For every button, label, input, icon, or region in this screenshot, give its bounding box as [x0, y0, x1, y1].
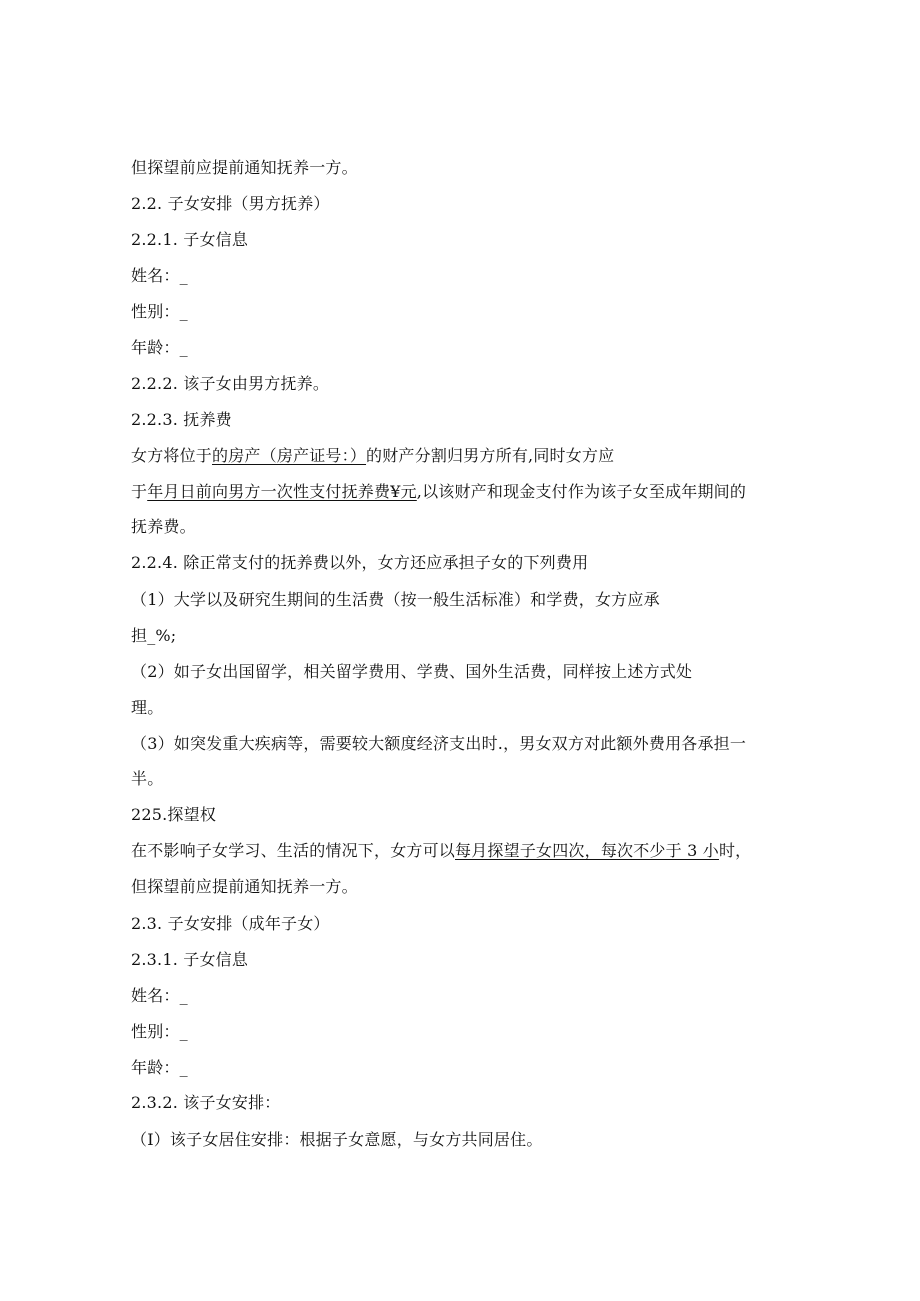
text-line [131, 482, 746, 502]
section-heading: 2.2.2. 该子女由男方抚养。 [131, 374, 330, 393]
section-heading: 2.3.1. 子女信息 [131, 950, 249, 969]
field-age: 年龄：_ [131, 1058, 188, 1077]
list-item: （2）如子女出国留学，相关留学费用、学费、国外生活费，同样按上述方式处 [131, 662, 693, 681]
text-segment: ,以该财产和现金支付作为该子女至成年期间的 [416, 482, 747, 501]
section-heading: 2.2. 子女安排（男方抚养） [131, 194, 330, 213]
section-heading: 225.探望权 [131, 805, 217, 824]
section-heading: 2.2.1. 子女信息 [131, 230, 249, 249]
field-age: 年龄：_ [131, 338, 188, 357]
text-line: 抚养费。 [131, 517, 196, 536]
text-segment: 时， [718, 841, 752, 860]
underlined-blank: 的房产（房产证号：） [212, 446, 367, 465]
section-heading: 2.3.2. 该子女安排： [131, 1093, 281, 1112]
field-gender: 性别：_ [131, 1022, 188, 1041]
list-item: （I）该子女居住安排：根据子女意愿，与女方共同居住。 [131, 1130, 543, 1149]
list-item: （1）大学以及研究生期间的生活费（按一般生活标准）和学费，女方应承 [131, 590, 660, 609]
text-line: 但探望前应提前通知抚养一方。 [131, 158, 358, 177]
underlined-blank: 年月日前向男方一次性支付抚养费¥元 [147, 482, 417, 501]
list-item: （3）如突发重大疾病等，需要较大额度经济支出时.，男女双方对此额外费用各承担一 [131, 734, 747, 753]
text-line: 担_%; [131, 626, 177, 645]
text-line: 但探望前应提前通知抚养一方。 [131, 877, 358, 896]
section-heading: 2.2.3. 抚养费 [131, 410, 232, 429]
field-gender: 性别：_ [131, 302, 188, 321]
text-line [131, 446, 614, 466]
text-segment: 女方将位于 [131, 446, 213, 465]
underlined-blank: 每月探望子女四次，每次不少于 3 小 [455, 841, 719, 860]
section-heading: 2.3. 子女安排（成年子女） [131, 914, 330, 933]
text-line: 半。 [131, 769, 164, 788]
text-line [131, 841, 751, 861]
section-heading: 2.2.4. 除正常支付的抚养费以外，女方还应承担子女的下列费用 [131, 553, 589, 572]
text-segment: 在不影响子女学习、生活的情况下，女方可以 [131, 841, 456, 860]
text-line: 理。 [131, 698, 164, 717]
field-name: 姓名：_ [131, 266, 188, 285]
text-segment: 的财产分割归男方所有,同时女方应 [366, 446, 615, 465]
text-segment: 于 [131, 482, 148, 501]
field-name: 姓名：_ [131, 986, 188, 1005]
